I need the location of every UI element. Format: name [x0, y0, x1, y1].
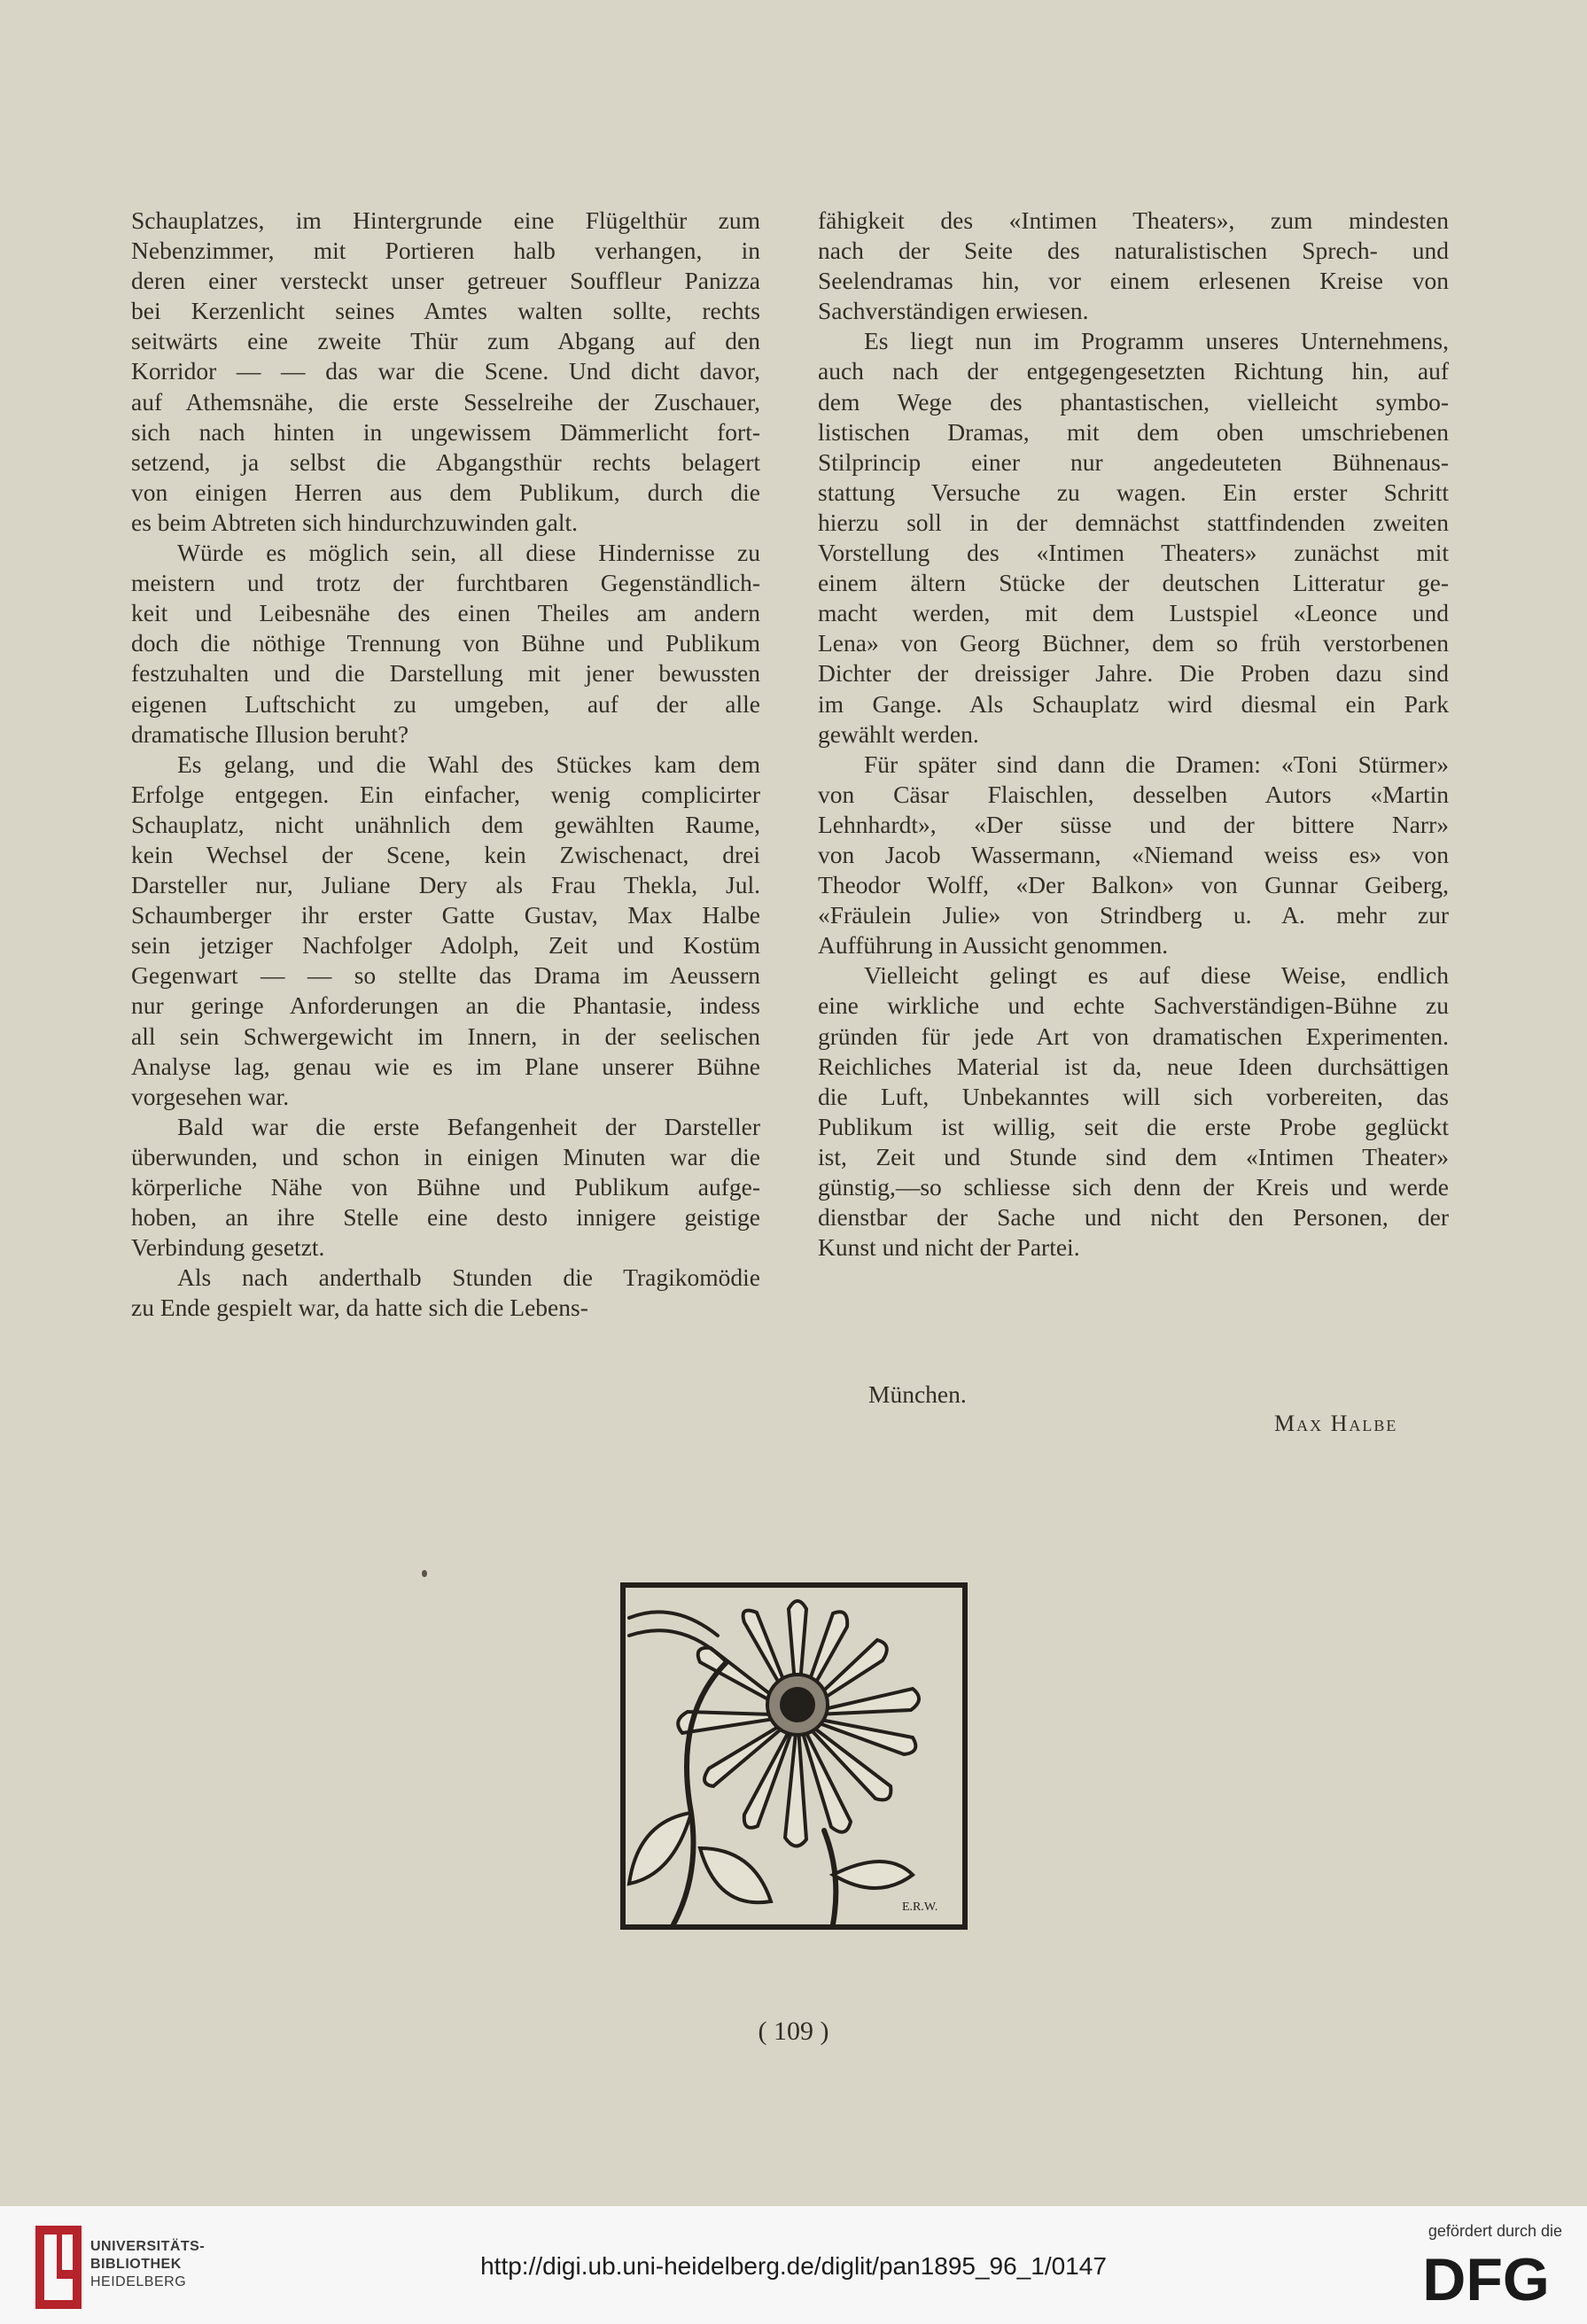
text-line: Vorstellung des «Intimen Theaters» zunächst mit: [818, 539, 1449, 567]
text-line: Lehnhardt», «Der süsse und der bittere Narr»: [818, 810, 1449, 838]
text-line: Bald war die erste Befangenheit der Darsteller: [177, 1112, 760, 1140]
text-line: Reichliches Material ist da, neue Ideen durchsättigen: [818, 1052, 1449, 1080]
text-line: doch die nöthige Trennung von Bühne und Publikum: [131, 629, 760, 657]
text-line: Stilprincip einer nur angedeuteten Bühnenaus-: [818, 447, 1449, 476]
text-line: nur geringe Anforderungen an die Phantasie, indess: [131, 991, 760, 1020]
text-line: deren einer versteckt unser getreuer Souffleur Panizza: [131, 267, 760, 295]
text-line: seitwärts eine zweite Thür zum Abgang auf den: [131, 327, 760, 355]
text-line: sein jetziger Nachfolger Adolph, Zeit und Kostüm: [131, 931, 760, 960]
text-line: fähigkeit des «Intimen Theaters», zum mindesten: [818, 206, 1449, 234]
signature-author: Max Halbe: [1274, 1411, 1398, 1436]
text-line: keit und Leibesnähe des einen Theiles am andern: [131, 599, 760, 627]
text-line: all sein Schwergewicht im Innern, in der seelischen: [131, 1022, 760, 1050]
text-line: von einigen Herren aus dem Publikum, durch die: [131, 478, 760, 506]
text-line: dem Wege des phantastischen, vielleicht symbo-: [818, 387, 1449, 416]
text-line: Kunst und nicht der Partei.: [818, 1233, 1080, 1262]
text-line: setzend, ja selbst die Abgangsthür rechts belagert: [131, 447, 760, 476]
library-name-line-1: UNIVERSITÄTS-: [90, 2239, 206, 2254]
text-line: bei Kerzenlicht seines Amtes walten sollte, rechts: [131, 297, 760, 325]
text-line: Vielleicht gelingt es auf diese Weise, endlich: [864, 961, 1449, 990]
dfg-logo-icon[interactable]: [1408, 2250, 1564, 2307]
text-line: Lena» von Georg Büchner, dem so früh verstorbenen: [818, 629, 1449, 657]
text-line: Dichter der dreissiger Jahre. Die Proben dazu sind: [818, 659, 1449, 688]
paragraph: [818, 326, 1449, 749]
text-line: ist, Zeit und Stunde sind dem «Intimen Theater»: [818, 1142, 1449, 1170]
text-line: Schauplatzes, im Hintergrunde eine Flügelthür zum: [131, 206, 760, 234]
text-line: festzuhalten und die Darstellung mit jener bewussten: [131, 659, 760, 688]
flower-vignette-illustration: [620, 1582, 968, 1930]
text-line: von Jacob Wassermann, «Niemand weiss es» von: [818, 840, 1449, 868]
text-line: die Luft, Unbekanntes will sich vorbereiten, das: [818, 1082, 1449, 1110]
text-line: stattung Versuche zu wagen. Ein erster Schritt: [818, 478, 1449, 506]
library-name-line-2: BIBLIOTHEK: [90, 2257, 182, 2272]
text-line: nach der Seite des naturalistischen Sprech- und: [818, 237, 1449, 265]
left-text-column: [131, 206, 760, 1323]
text-line: Gegenwart — — so stellte das Drama im Aeussern: [131, 961, 760, 990]
paragraph: [818, 206, 1449, 326]
paragraph: [131, 1112, 760, 1263]
text-line: Theodor Wolff, «Der Balkon» von Gunnar Geiberg,: [818, 871, 1449, 899]
text-line: im Gange. Als Schauplatz wird diesmal ein Park: [818, 689, 1449, 718]
text-line: Würde es möglich sein, all diese Hindernisse zu: [177, 539, 760, 567]
page-number: ( 109 ): [758, 2017, 829, 2046]
paragraph: [131, 538, 760, 750]
text-line: auch nach der entgegengesetzten Richtung hin, auf: [818, 357, 1449, 385]
text-line: es beim Abtreten sich hindurchzuwinden galt.: [131, 508, 579, 536]
text-line: Schaumberger ihr erster Gatte Gustav, Max Halbe: [131, 901, 760, 929]
text-line: dienstbar der Sache und nicht den Personen, der: [818, 1203, 1449, 1232]
right-text-column: [818, 206, 1449, 1263]
funding-label: gefördert durch die: [1428, 2222, 1562, 2240]
permalink-url[interactable]: http://digi.ub.uni-heidelberg.de/diglit/pan1895_96_1/0147: [480, 2252, 1107, 2280]
text-line: eine wirkliche und echte Sachverständigen-Bühne zu: [818, 991, 1449, 1020]
text-line: hoben, an ihre Stelle eine desto innigere geistige: [131, 1203, 760, 1232]
text-line: hierzu soll in der demnächst stattfindenden zweiten: [818, 508, 1449, 536]
paragraph: [818, 750, 1449, 961]
library-name-line-3: HEIDELBERG: [90, 2274, 187, 2289]
scan-dust-mark: [422, 1570, 427, 1577]
digitization-footer: [0, 2206, 1587, 2324]
vignette-monogram: E.R.W.: [902, 1900, 938, 1914]
paragraph: [131, 750, 760, 1112]
text-line: Es liegt nun im Programm unseres Unternehmens,: [864, 327, 1449, 355]
text-line: Korridor — — das war die Scene. Und dicht davor,: [131, 357, 760, 385]
text-line: Analyse lag, genau wie es im Plane unserer Bühne: [131, 1052, 760, 1080]
text-line: Verbindung gesetzt.: [131, 1233, 325, 1262]
text-line: zu Ende gespielt war, da hatte sich die Lebens-: [131, 1294, 588, 1322]
text-line: eigenen Luftschicht zu umgeben, auf der alle: [131, 689, 760, 718]
text-line: listischen Dramas, mit dem oben umschriebenen: [818, 417, 1449, 446]
text-line: vorgesehen war.: [131, 1082, 290, 1110]
text-line: Seelendramas hin, vor einem erlesenen Kreise von: [818, 267, 1449, 295]
text-line: kein Wechsel der Scene, kein Zwischenact, drei: [131, 840, 760, 868]
text-line: Publikum ist willig, seit die erste Probe geglückt: [818, 1112, 1449, 1140]
text-line: körperliche Nähe von Bühne und Publikum aufge-: [131, 1173, 760, 1201]
text-line: gründen für jede Art von dramatischen Experimenten.: [818, 1022, 1449, 1050]
text-line: Darsteller nur, Juliane Dery als Frau Thekla, Jul.: [131, 871, 760, 899]
paragraph: [131, 1263, 760, 1323]
text-line: von Cäsar Flaischlen, desselben Autors «Martin: [818, 780, 1449, 808]
text-line: Nebenzimmer, mit Portieren halb verhangen, in: [131, 237, 760, 265]
paragraph: [131, 206, 760, 538]
text-line: günstig,—so schliesse sich denn der Kreis und werde: [818, 1173, 1449, 1201]
text-line: Als nach anderthalb Stunden die Tragikomödie: [177, 1263, 760, 1292]
text-line: Für später sind dann die Dramen: «Toni Stürmer»: [864, 750, 1449, 778]
signature-place: München.: [868, 1380, 967, 1408]
text-line: dramatische Illusion beruht?: [131, 719, 409, 748]
text-line: sich nach hinten in ungewissem Dämmerlicht fort-: [131, 417, 760, 446]
text-line: «Fräulein Julie» von Strindberg u. A. mehr zur: [818, 901, 1449, 929]
text-line: Aufführung in Aussicht genommen.: [818, 931, 1169, 960]
text-line: gewählt werden.: [818, 719, 979, 748]
text-line: überwunden, und schon in einigen Minuten war die: [131, 1142, 760, 1170]
text-line: Erfolge entgegen. Ein einfacher, wenig complicirter: [131, 780, 760, 808]
text-line: Es gelang, und die Wahl des Stückes kam dem: [177, 750, 760, 778]
text-line: einem ältern Stücke der deutschen Litteratur ge-: [818, 569, 1449, 597]
text-line: meistern und trotz der furchtbaren Gegenständlich-: [131, 569, 760, 597]
text-line: Schauplatz, nicht unähnlich dem gewählten Raume,: [131, 810, 760, 838]
text-line: auf Athemsnähe, die erste Sesselreihe der Zuschauer,: [131, 387, 760, 416]
paragraph: [818, 960, 1449, 1263]
dfg-logo-text: DFG: [1422, 2250, 1550, 2307]
text-line: Sachverständigen erwiesen.: [818, 297, 1089, 325]
text-line: macht werden, mit dem Lustspiel «Leonce und: [818, 599, 1449, 627]
